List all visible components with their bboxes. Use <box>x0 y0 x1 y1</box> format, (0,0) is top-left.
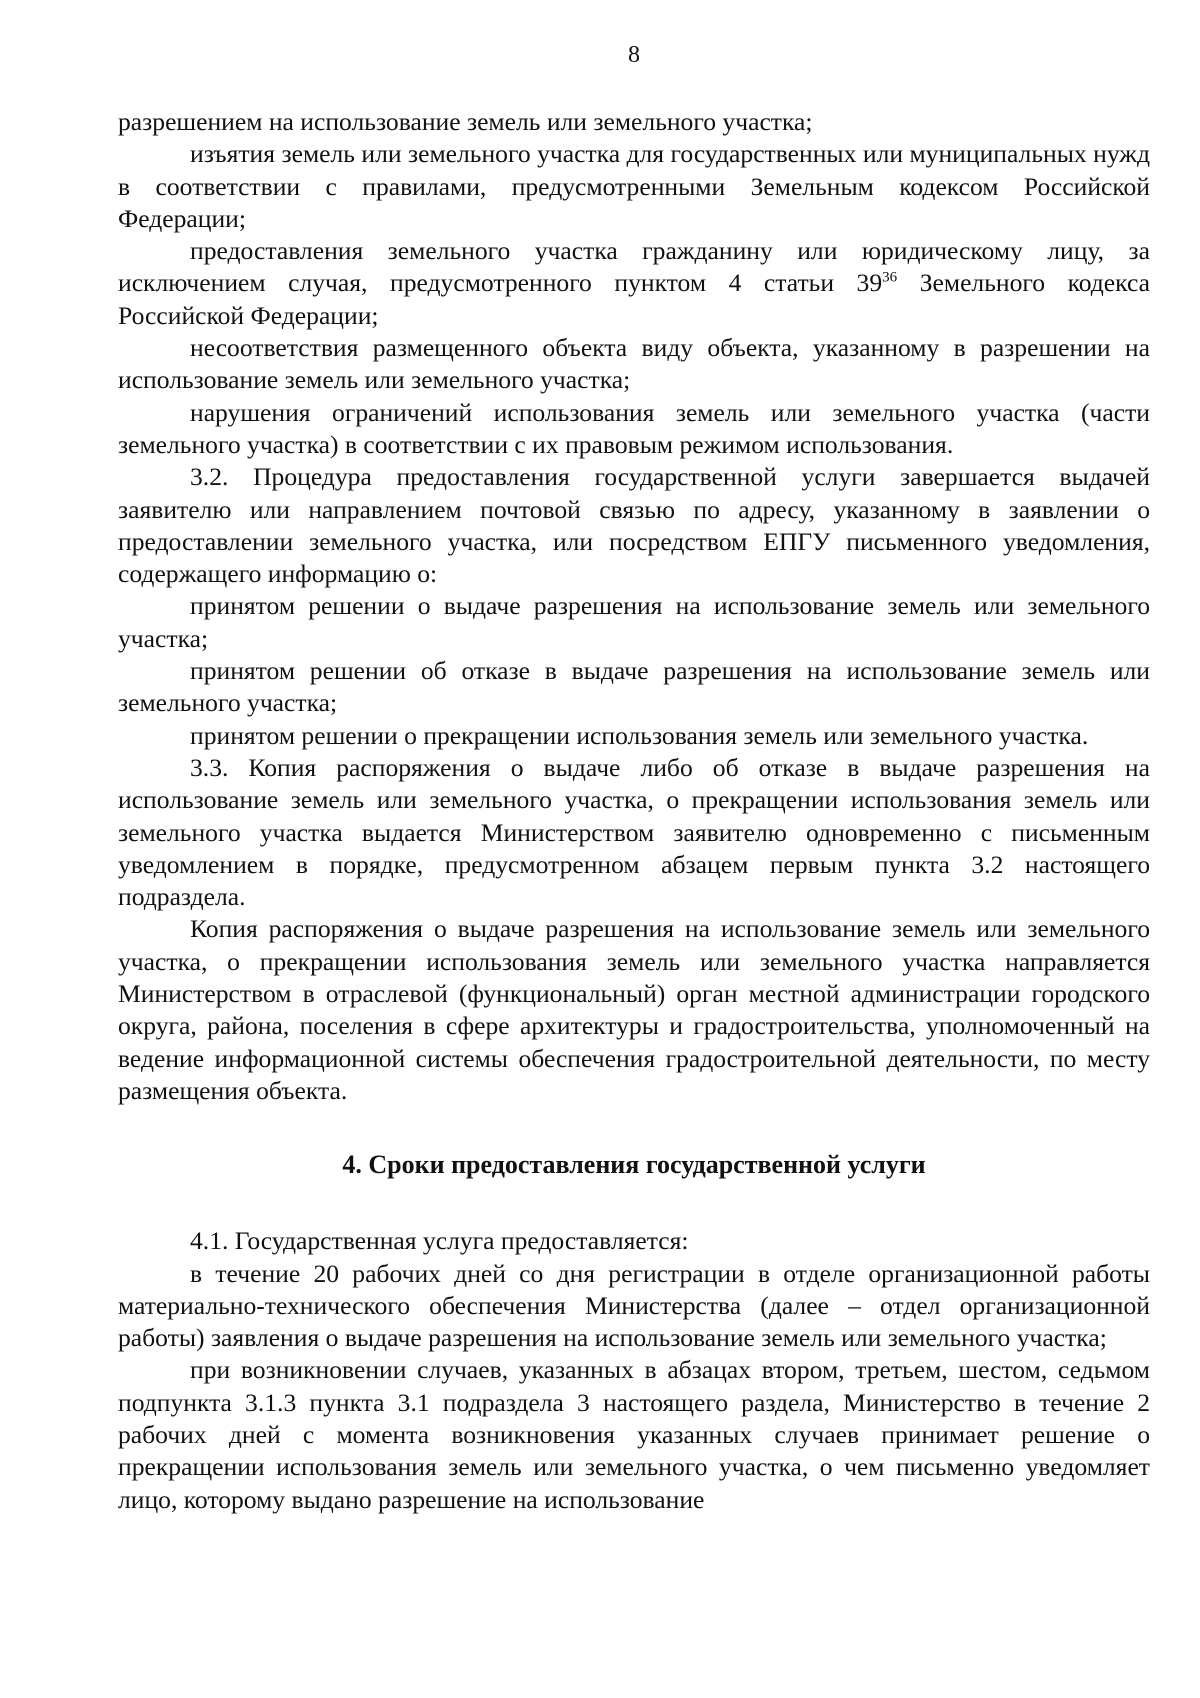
paragraph: 3.2. Процедура предоставления государственной услуги завершается выдачей заявителю или направлением почтовой связью по адресу, указанному в заявлении о предоставлении земельного участка, или посредством ЕПГУ письменного уведомления, содержащего информацию о: <box>118 462 1150 589</box>
section-heading: 4. Сроки предоставления государственной услуги <box>342 1150 926 1180</box>
paragraph-with-superscript <box>118 235 1150 332</box>
paragraph-text-before-sup: предоставления земельного участка гражданину или юридическому лицу, за исключением случая, предусмотренного пунктом 4 статьи 39 <box>118 236 1150 298</box>
paragraph-text-after-sup: Земельного кодекса Российской Федерации; <box>118 268 1150 330</box>
paragraph: изъятия земель или земельного участка для государственных или муниципальных нужд в соответствии с правилами, предусмотренными Земельным кодексом Российской Федерации; <box>118 139 1150 233</box>
paragraph: принятом решении о выдаче разрешения на использование земель или земельного участка; <box>118 591 1150 653</box>
paragraph: в течение 20 рабочих дней со дня регистрации в отделе организационной работы материально-технического обеспечения Министерства (далее – отдел организационной работы) заявления о выдаче разрешения на использование земель или земельного участка; <box>118 1258 1150 1353</box>
paragraph: принятом решении о прекращении использования земель или земельного участка. <box>190 720 1089 750</box>
page-number: 8 <box>628 42 640 68</box>
paragraph: разрешением на использование земель или земельного участка; <box>118 107 813 136</box>
document-page <box>118 40 1150 1516</box>
paragraph: при возникновении случаев, указанных в абзацах втором, третьем, шестом, седьмом подпункта 3.1.3 пункта 3.1 подраздела 3 настоящего раздела, Министерство в течение 2 рабочих дней с момента возникновения указанных случаев принимает решение о прекращении использования земель или земельного участка, о чем письменно уведомляет лицо, которому выдано разрешение на использование <box>118 1355 1150 1514</box>
paragraph: принятом решении об отказе в выдаче разрешения на использование земель или земельного участка; <box>118 656 1150 718</box>
body-text-bottom <box>118 1225 1150 1516</box>
body-text-top <box>118 106 1150 1107</box>
paragraph: 3.3. Копия распоряжения о выдаче либо об отказе в выдаче разрешения на использование земель или земельного участка, о прекращении использования земель или земельного участка выдается Министерством заявителю одновременно с письменным уведомлением в порядке, предусмотренном абзацем первым пункта 3.2 настоящего подраздела. <box>118 752 1150 912</box>
paragraph: 4.1. Государственная услуга предоставляется: <box>190 1226 689 1256</box>
paragraph: Копия распоряжения о выдаче разрешения на использование земель или земельного участка, о прекращении использования земель или земельного участка направляется Министерством в отраслевой (функциональный) орган местной администрации городского округа, района, поселения в сфере архитектуры и градостроительства, уполномоченный на ведение информационной системы обеспечения градостроительной деятельности, по месту размещения объекта. <box>118 914 1150 1105</box>
paragraph: несоответствия размещенного объекта виду объекта, указанному в разрешении на использование земель или земельного участка; <box>118 333 1150 395</box>
paragraph: нарушения ограничений использования земель или земельного участка (части земельного участка) в соответствии с их правовым режимом использования. <box>118 397 1150 459</box>
article-superscript: 36 <box>882 269 898 286</box>
